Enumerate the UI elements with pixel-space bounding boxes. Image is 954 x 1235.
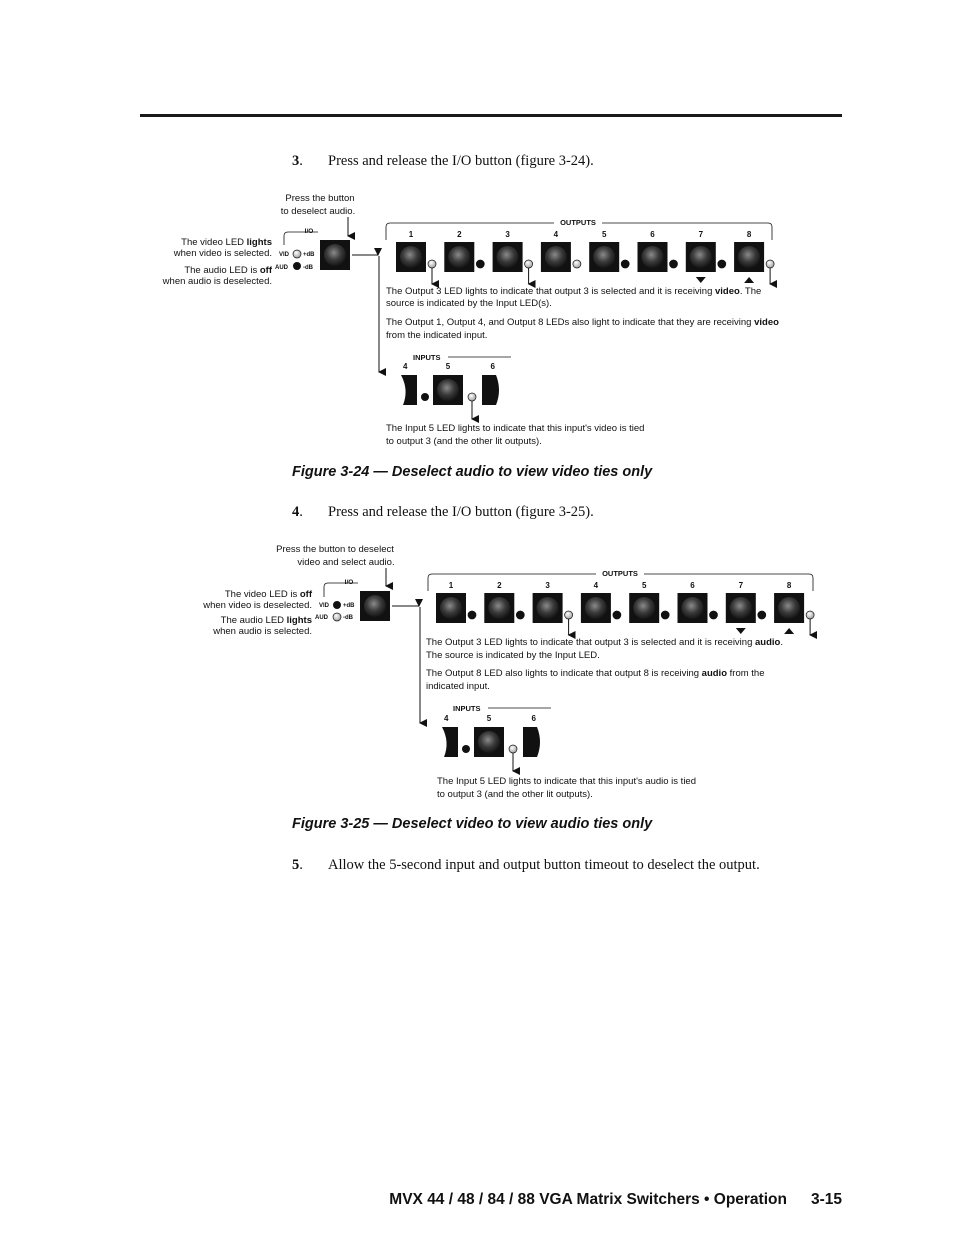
fig24-output-3-button-face (497, 246, 519, 268)
fig24-output-7-led (718, 260, 726, 268)
fig24-output-8-led (766, 260, 774, 268)
fig24-output-1-led (428, 260, 436, 268)
fig24-aud-label: AUD (275, 265, 288, 271)
fig24-vid-label: VID (279, 252, 290, 258)
fig25-plus-db: +dB (343, 603, 355, 609)
fig25-output-1-number: 1 (448, 581, 454, 590)
fig25-video-led-label: The video LED is off (224, 589, 312, 600)
fig24-outputs (396, 230, 774, 284)
fig24-input-6-button[interactable] (482, 375, 499, 405)
fig24-input-5-number: 5 (445, 362, 451, 371)
fig25-output-2-button-face (488, 597, 510, 619)
fig25-output-7-led (758, 611, 766, 619)
fig24-output-1-number: 1 (408, 230, 414, 239)
fig25-input-5-number: 5 (486, 714, 492, 723)
figure-3-24-caption: Figure 3-24 — Deselect audio to view video ties only (292, 464, 653, 480)
fig25-output-5-button-face (633, 597, 655, 619)
fig24-input-6-number: 6 (490, 362, 495, 371)
fig24-video-led-line2: when video is selected. (173, 248, 272, 259)
fig24-plus-db: +dB (303, 252, 315, 258)
fig24-input-desc1: The Input 5 LED lights to indicate that this input's video is tied (386, 423, 645, 434)
fig25-output-8-number: 8 (786, 581, 792, 590)
fig24-audio-led-line2: when audio is deselected. (162, 276, 272, 287)
step-3-text: Press and release the I/O button (figure 3-24). (328, 153, 594, 169)
fig25-outputs (436, 581, 814, 635)
figure-3-25-caption: Figure 3-25 — Deselect video to view audio ties only (292, 816, 653, 832)
fig24-inputs (401, 362, 499, 419)
fig25-output-1-button-face (440, 597, 462, 619)
step-4-text: Press and release the I/O button (figure 3-25). (328, 504, 594, 520)
step-5-number: 5 (292, 857, 300, 873)
fig25-inputs-label: INPUTS (453, 704, 481, 713)
fig25-volume-up-icon (784, 628, 794, 634)
fig24-input-4-number: 4 (403, 362, 408, 371)
fig24-output-6-button-face (642, 246, 664, 268)
fig24-input-5-button-face (437, 379, 459, 401)
fig25-output-4-number: 4 (593, 581, 599, 590)
footer-title: MVX 44 / 48 / 84 / 88 VGA Matrix Switchers • Operation (389, 1191, 787, 1208)
fig24-output-8-number: 8 (746, 230, 752, 239)
fig24-aud-led (293, 262, 301, 270)
page-footer (389, 1191, 842, 1209)
fig25-output-6-number: 6 (690, 581, 695, 590)
fig25-volume-down-icon (736, 628, 746, 634)
fig24-output-5-led (621, 260, 629, 268)
fig25-output-2-number: 2 (497, 581, 502, 590)
fig25-desc1-line2: The source is indicated by the Input LED. (426, 650, 600, 661)
fig25-vid-led (333, 601, 341, 609)
fig25-desc2: The Output 8 LED also lights to indicate that output 8 is receiving audio from the (426, 668, 765, 679)
fig24-output-4-button-face (545, 246, 567, 268)
fig24-input-4-led (421, 393, 429, 401)
fig25-output-5-number: 5 (641, 581, 647, 590)
fig25-input-desc1: The Input 5 LED lights to indicate that this input's audio is tied (437, 776, 696, 787)
fig25-input-4-led (462, 745, 470, 753)
fig24-output-6-number: 6 (650, 230, 655, 239)
step-3-number: 3 (292, 153, 300, 169)
fig25-input-5-button-face (478, 731, 500, 753)
fig25-output-1-led (468, 611, 476, 619)
fig25-desc1: The Output 3 LED lights to indicate that output 3 is selected and it is receiving audio. (426, 637, 783, 648)
fig24-output-6-led (670, 260, 678, 268)
fig24-volume-down-icon (696, 277, 706, 283)
fig25-input-5-led (509, 745, 517, 753)
fig24-output-1-button-face (400, 246, 422, 268)
fig25-output-7-button-face (730, 597, 752, 619)
fig25-input-4-number: 4 (444, 714, 449, 723)
fig25-press-line2: video and select audio. (297, 557, 395, 568)
fig24-output-4-number: 4 (553, 230, 559, 239)
fig25-desc2-line2: indicated input. (426, 681, 490, 692)
fig24-desc2-line2: from the indicated input. (386, 330, 488, 341)
fig25-output-6-button-face (682, 597, 704, 619)
header-rule (140, 114, 842, 117)
fig24-io-label: I/O (304, 228, 314, 235)
fig24-volume-up-icon (744, 277, 754, 283)
fig25-press-line1: Press the button to deselect (276, 544, 394, 555)
fig25-video-led-line2: when video is deselected. (203, 600, 312, 611)
fig24-output-4-led (573, 260, 581, 268)
fig25-output-8-led (806, 611, 814, 619)
fig24-io-button-face (324, 244, 346, 266)
figure-3-24 (0, 180, 954, 480)
fig25-output-2-led (516, 611, 524, 619)
fig24-desc2: The Output 1, Output 4, and Output 8 LEDs also light to indicate that they are receiving video (386, 317, 779, 328)
fig24-inputs-label: INPUTS (413, 353, 441, 362)
fig25-aud-label: AUD (315, 615, 328, 621)
fig24-output-7-button-face (690, 246, 712, 268)
fig24-press-line2: to deselect audio. (280, 206, 356, 217)
fig25-output-3-number: 3 (545, 581, 550, 590)
fig24-vid-led (293, 250, 301, 258)
step-5-text: Allow the 5-second input and output button timeout to deselect the output. (328, 857, 760, 873)
fig25-output-5-led (661, 611, 669, 619)
fig24-output-2-led (476, 260, 484, 268)
fig25-audio-led-line2: when audio is selected. (213, 626, 312, 637)
step-5: 5. Allow the 5-second input and output button timeout to deselect the output. (292, 857, 760, 873)
step-4-number: 4 (292, 504, 300, 520)
fig24-minus-db: -dB (303, 265, 313, 271)
figure-3-25 (0, 535, 954, 815)
fig25-io-label: I/O (344, 579, 354, 586)
fig24-outputs-label: OUTPUTS (560, 218, 596, 227)
fig24-press-line1: Press the button (285, 193, 355, 204)
fig24-output-5-number: 5 (601, 230, 607, 239)
fig25-input-6-number: 6 (531, 714, 536, 723)
fig24-input-5-led (468, 393, 476, 401)
fig24-output-2-number: 2 (457, 230, 462, 239)
fig25-input-4-button[interactable] (442, 727, 458, 757)
fig25-inputs (442, 714, 540, 771)
step-4: 4. Press and release the I/O button (figure 3-25). (292, 504, 594, 520)
fig24-output-5-button-face (593, 246, 615, 268)
fig24-audio-led-label: The audio LED is off (184, 265, 272, 276)
fig24-output-8-button-face (738, 246, 760, 268)
fig25-output-7-number: 7 (738, 581, 744, 590)
fig25-input-desc2: to output 3 (and the other lit outputs). (437, 789, 593, 800)
fig24-output-3-led (525, 260, 533, 268)
fig24-input-desc2: to output 3 (and the other lit outputs). (386, 436, 542, 447)
fig24-input-4-button[interactable] (401, 375, 417, 405)
fig25-aud-led (333, 613, 341, 621)
fig25-output-4-button-face (585, 597, 607, 619)
fig25-outputs-label: OUTPUTS (602, 569, 638, 578)
fig24-desc1: The Output 3 LED lights to indicate that output 3 is selected and it is receiving video. The (386, 286, 762, 297)
fig25-output-4-led (613, 611, 621, 619)
fig24-output-2-button-face (448, 246, 470, 268)
fig24-desc1-line2: source is indicated by the Input LED(s). (386, 298, 552, 309)
fig25-output-8-button-face (778, 597, 800, 619)
fig25-vid-label: VID (319, 603, 330, 609)
fig24-video-led-label: The video LED lights (181, 237, 272, 248)
fig25-input-6-button[interactable] (523, 727, 540, 757)
step-3: 3. Press and release the I/O button (figure 3-24). (292, 153, 594, 169)
fig25-output-3-led (565, 611, 573, 619)
fig24-output-3-number: 3 (505, 230, 510, 239)
fig24-output-7-number: 7 (698, 230, 704, 239)
fig25-output-3-button-face (537, 597, 559, 619)
fig25-audio-led-label: The audio LED lights (220, 615, 312, 626)
fig25-output-6-led (710, 611, 718, 619)
footer-page-number: 3-15 (810, 1191, 842, 1208)
fig25-io-button-face (364, 595, 386, 617)
fig25-minus-db: -dB (343, 615, 353, 621)
